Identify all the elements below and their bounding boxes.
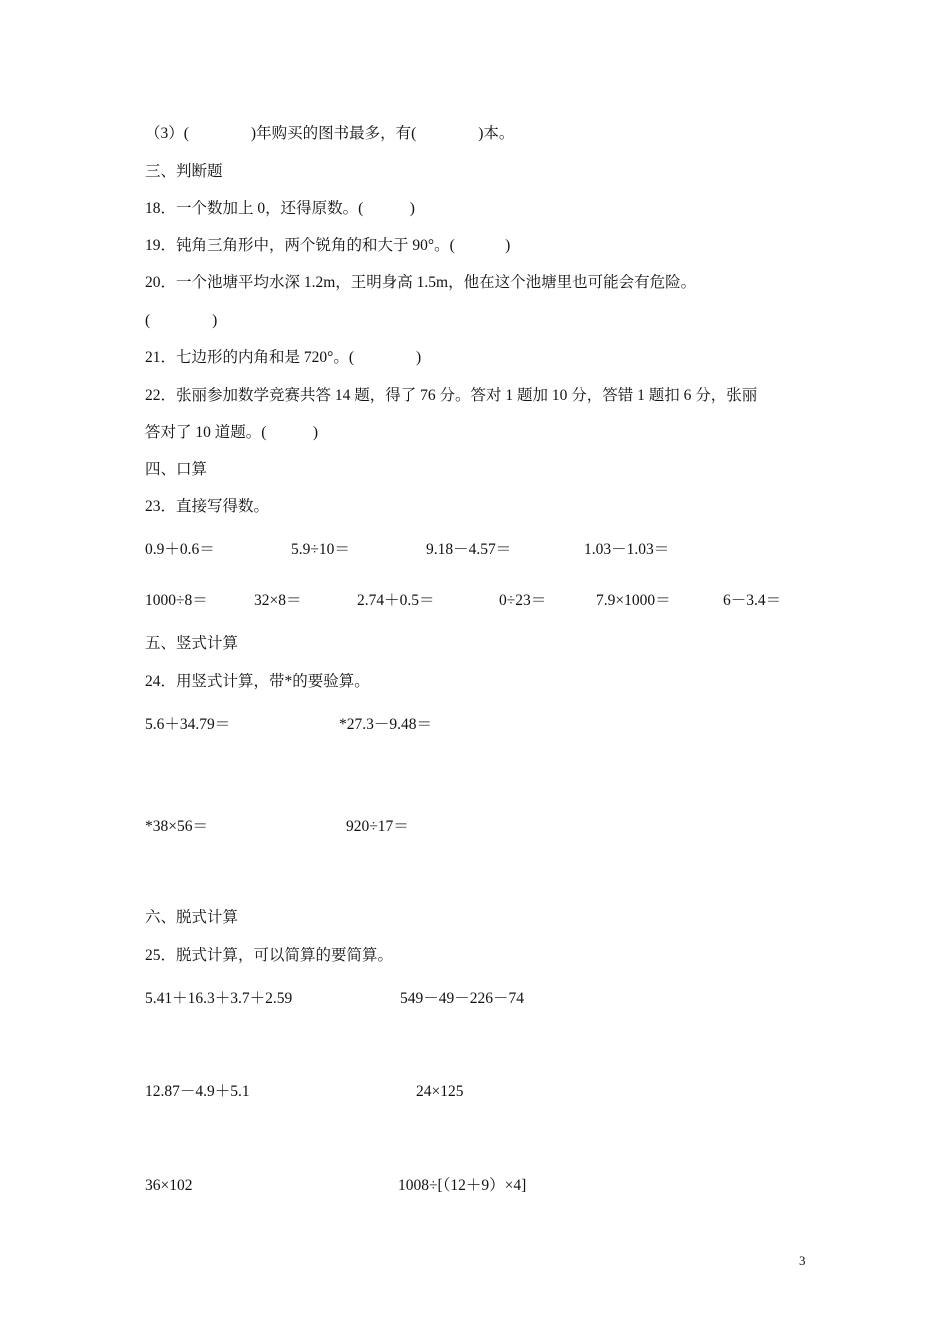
stepwise-item: 24×125	[416, 1083, 464, 1100]
vertical-item: 5.6＋34.79＝	[145, 716, 231, 733]
oral-item: 0÷23＝	[499, 592, 547, 609]
oral-item: 1000÷8＝	[145, 592, 208, 609]
section-heading-vertical: 五、竖式计算	[145, 635, 239, 652]
oral-item: 0.9＋0.6＝	[145, 541, 215, 558]
question-22-line2: 答对了 10 道题。( )	[145, 424, 319, 441]
section-heading-oral: 四、口算	[145, 461, 208, 478]
question-18: 18．一个数加上 0，还得原数。( )	[145, 200, 415, 217]
question-22-line1: 22．张丽参加数学竞赛共答 14 题，得了 76 分。答对 1 题加 10 分，答错 1 题扣 6 分，张丽	[145, 387, 758, 404]
question-20-line1: 20．一个池塘平均水深 1.2m，王明身高 1.5m，他在这个池塘里也可能会有危险。	[145, 274, 697, 291]
stepwise-item: 12.87－4.9＋5.1	[145, 1083, 250, 1100]
vertical-item: *38×56＝	[145, 818, 208, 835]
oral-item: 1.03－1.03＝	[584, 541, 670, 558]
page-number: 3	[799, 1253, 806, 1268]
question-19: 19．钝角三角形中，两个锐角的和大于 90°。( )	[145, 237, 511, 254]
oral-item: 7.9×1000＝	[596, 592, 671, 609]
oral-item: 2.74＋0.5＝	[357, 592, 435, 609]
section-heading-stepwise: 六、脱式计算	[145, 909, 239, 926]
vertical-item: *27.3－9.48＝	[339, 716, 433, 733]
section-heading-judgment: 三、判断题	[145, 163, 223, 180]
oral-item: 9.18－4.57＝	[426, 541, 512, 558]
question-23: 23．直接写得数。	[145, 498, 270, 515]
vertical-item: 920÷17＝	[346, 818, 409, 835]
stepwise-item: 1008÷[（12＋9）×4]	[398, 1177, 527, 1194]
stepwise-item: 5.41＋16.3＋3.7＋2.59	[145, 990, 293, 1007]
oral-item: 6－3.4＝	[723, 592, 782, 609]
question-24: 24．用竖式计算，带*的要验算。	[145, 673, 370, 690]
question-21: 21．七边形的内角和是 720°。( )	[145, 349, 422, 366]
stepwise-item: 549－49－226－74	[400, 990, 525, 1007]
oral-item: 32×8＝	[254, 592, 302, 609]
stepwise-item: 36×102	[145, 1177, 193, 1194]
question-3-part: （3）( )年购买的图书最多，有( )本。	[145, 125, 515, 142]
question-25: 25．脱式计算，可以简算的要简算。	[145, 947, 394, 964]
question-20-line2: ( )	[145, 312, 218, 329]
oral-item: 5.9÷10＝	[291, 541, 350, 558]
